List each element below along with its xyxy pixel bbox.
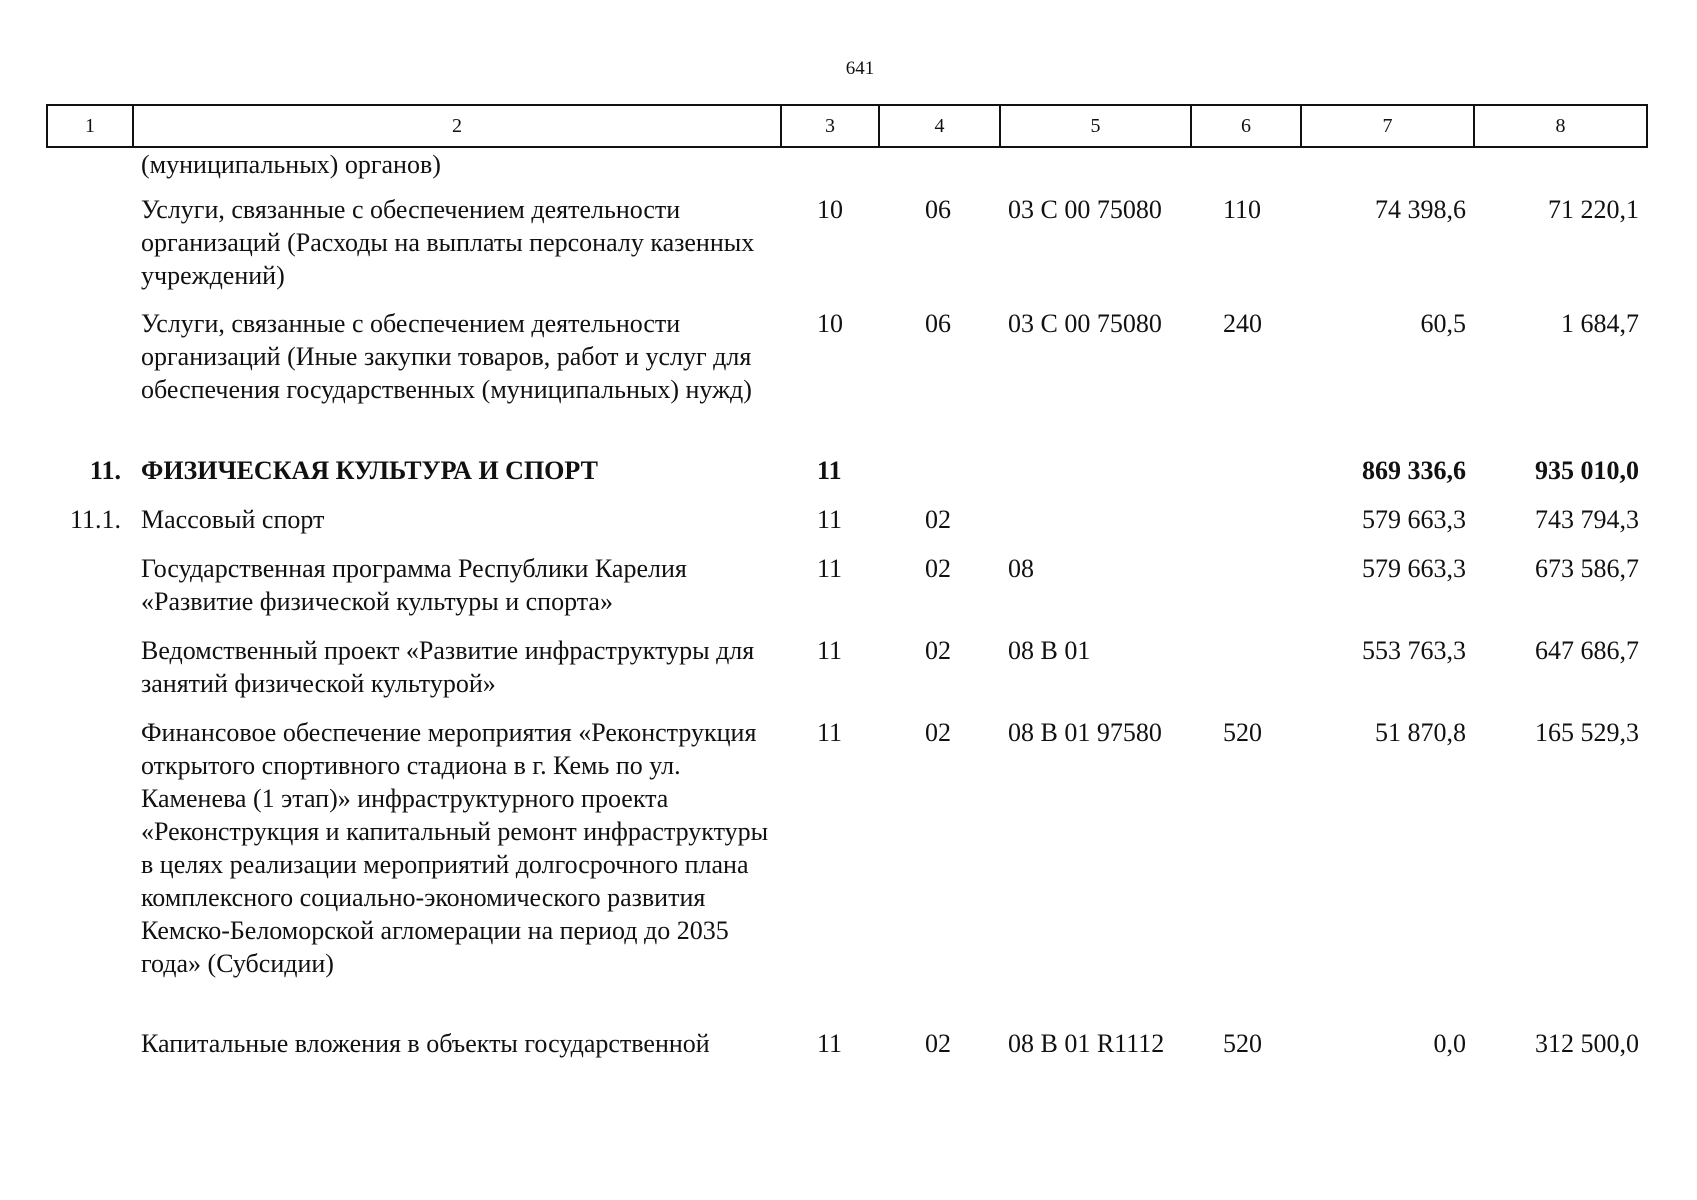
table-row [47, 454, 1647, 503]
table-row [47, 1027, 1647, 1067]
page-number: 641 [845, 58, 875, 79]
row-section: 10 [817, 309, 843, 338]
row-amount-col8: 165 529,3 [1535, 718, 1639, 747]
table-row [47, 147, 1647, 193]
row-target-article: 08 В 01 97580 [1008, 718, 1162, 747]
row-expense-type: 520 [1223, 718, 1262, 747]
row-subsection: 02 [925, 636, 951, 665]
row-number: 11. [89, 456, 121, 485]
header-col-8: 8 [1474, 105, 1647, 147]
row-subsection: 02 [925, 718, 951, 747]
row-target-article [1000, 454, 1191, 503]
row-target-article [1000, 503, 1191, 552]
row-name: Ведомственный проект «Развитие инфраструктуры для занятий физической культурой» [141, 636, 755, 698]
budget-table [46, 104, 1648, 1067]
row-amount-col7: 74 398,6 [1375, 195, 1466, 224]
row-name: Массовый спорт [141, 505, 325, 534]
row-amount-col7: 51 870,8 [1375, 718, 1466, 747]
table-row [47, 503, 1647, 552]
row-section: 10 [817, 195, 843, 224]
row-number [47, 1027, 133, 1067]
row-number [47, 552, 133, 634]
table-row [47, 716, 1647, 1027]
row-amount-col8: 935 010,0 [1535, 456, 1639, 485]
row-section: 11 [817, 554, 843, 583]
row-subsection: 06 [925, 195, 951, 224]
row-amount-col8 [1474, 147, 1647, 193]
row-target-article: 03 С 00 75080 [1008, 195, 1162, 224]
row-name: Капитальные вложения в объекты государственной [141, 1029, 710, 1058]
header-row [47, 105, 1647, 147]
row-amount-col7: 0,0 [1433, 1029, 1466, 1058]
row-section: 11 [817, 505, 843, 534]
row-subsection [879, 147, 1000, 193]
row-section: 11 [817, 456, 842, 485]
row-amount-col7 [1301, 147, 1474, 193]
row-subsection: 02 [925, 1029, 951, 1058]
row-subsection [879, 454, 1000, 503]
row-amount-col7: 579 663,3 [1362, 554, 1466, 583]
row-section: 11 [817, 718, 843, 747]
row-amount-col8: 1 684,7 [1561, 309, 1639, 338]
row-number [47, 634, 133, 716]
row-amount-col8: 647 686,7 [1535, 636, 1639, 665]
row-expense-type [1191, 147, 1301, 193]
row-number [47, 147, 133, 193]
row-section: 11 [817, 636, 843, 665]
header-col-7: 7 [1301, 105, 1474, 147]
row-expense-type: 520 [1223, 1029, 1262, 1058]
row-amount-col7: 60,5 [1420, 309, 1466, 338]
row-amount-col8: 71 220,1 [1548, 195, 1639, 224]
header-col-6: 6 [1191, 105, 1301, 147]
row-subsection: 02 [925, 505, 951, 534]
row-section: 11 [817, 1029, 843, 1058]
row-amount-col7: 579 663,3 [1362, 505, 1466, 534]
row-subsection: 06 [925, 309, 951, 338]
row-expense-type [1191, 503, 1301, 552]
row-name: Государственная программа Республики Карелия «Развитие физической культуры и спорта» [141, 554, 687, 616]
row-name: Услуги, связанные с обеспечением деятельности организаций (Расходы на выплаты персоналу казенных учреждений) [141, 195, 755, 290]
row-name: (муниципальных) органов) [141, 150, 441, 179]
row-amount-col7: 869 336,6 [1362, 456, 1466, 485]
row-subsection: 02 [925, 554, 951, 583]
row-number: 11.1. [69, 505, 121, 534]
row-expense-type: 240 [1223, 309, 1262, 338]
header-col-3: 3 [781, 105, 879, 147]
row-section [781, 147, 879, 193]
row-amount-col7: 553 763,3 [1362, 636, 1466, 665]
row-name: ФИЗИЧЕСКАЯ КУЛЬТУРА И СПОРТ [141, 456, 598, 485]
row-number [47, 193, 133, 307]
row-target-article: 08 В 01 [1008, 636, 1091, 665]
row-amount-col8: 312 500,0 [1535, 1029, 1639, 1058]
row-expense-type [1191, 552, 1301, 634]
table-row [47, 307, 1647, 454]
row-expense-type [1191, 634, 1301, 716]
row-expense-type: 110 [1223, 195, 1262, 224]
header-col-2: 2 [133, 105, 781, 147]
row-number [47, 307, 133, 454]
header-col-4: 4 [879, 105, 1000, 147]
row-target-article [1000, 147, 1191, 193]
row-amount-col8: 743 794,3 [1535, 505, 1639, 534]
row-name: Финансовое обеспечение мероприятия «Реконструкция открытого спортивного стадиона в г. Кемь по ул. Каменева (1 этап)» инфраструктурного проекта «Реконструкция и капитальный ремонт инфраструктуры в целях реализации мероприятий долгосрочного плана комплексного социально-экономического развития Кемско-Беломорской агломерации на период до 2035 года» (Субсидии) [141, 718, 769, 978]
table-row [47, 552, 1647, 634]
table-row [47, 193, 1647, 307]
row-expense-type [1191, 454, 1301, 503]
row-target-article: 08 [1008, 554, 1034, 583]
header-col-1: 1 [47, 105, 133, 147]
row-amount-col8: 673 586,7 [1535, 554, 1639, 583]
row-target-article: 03 С 00 75080 [1008, 309, 1162, 338]
row-target-article: 08 В 01 R1112 [1008, 1029, 1165, 1058]
header-col-5: 5 [1000, 105, 1191, 147]
row-number [47, 716, 133, 1027]
table-row [47, 634, 1647, 716]
row-name: Услуги, связанные с обеспечением деятельности организаций (Иные закупки товаров, работ и услуг для обеспечения государственных (муниципальных) нужд) [141, 309, 752, 404]
